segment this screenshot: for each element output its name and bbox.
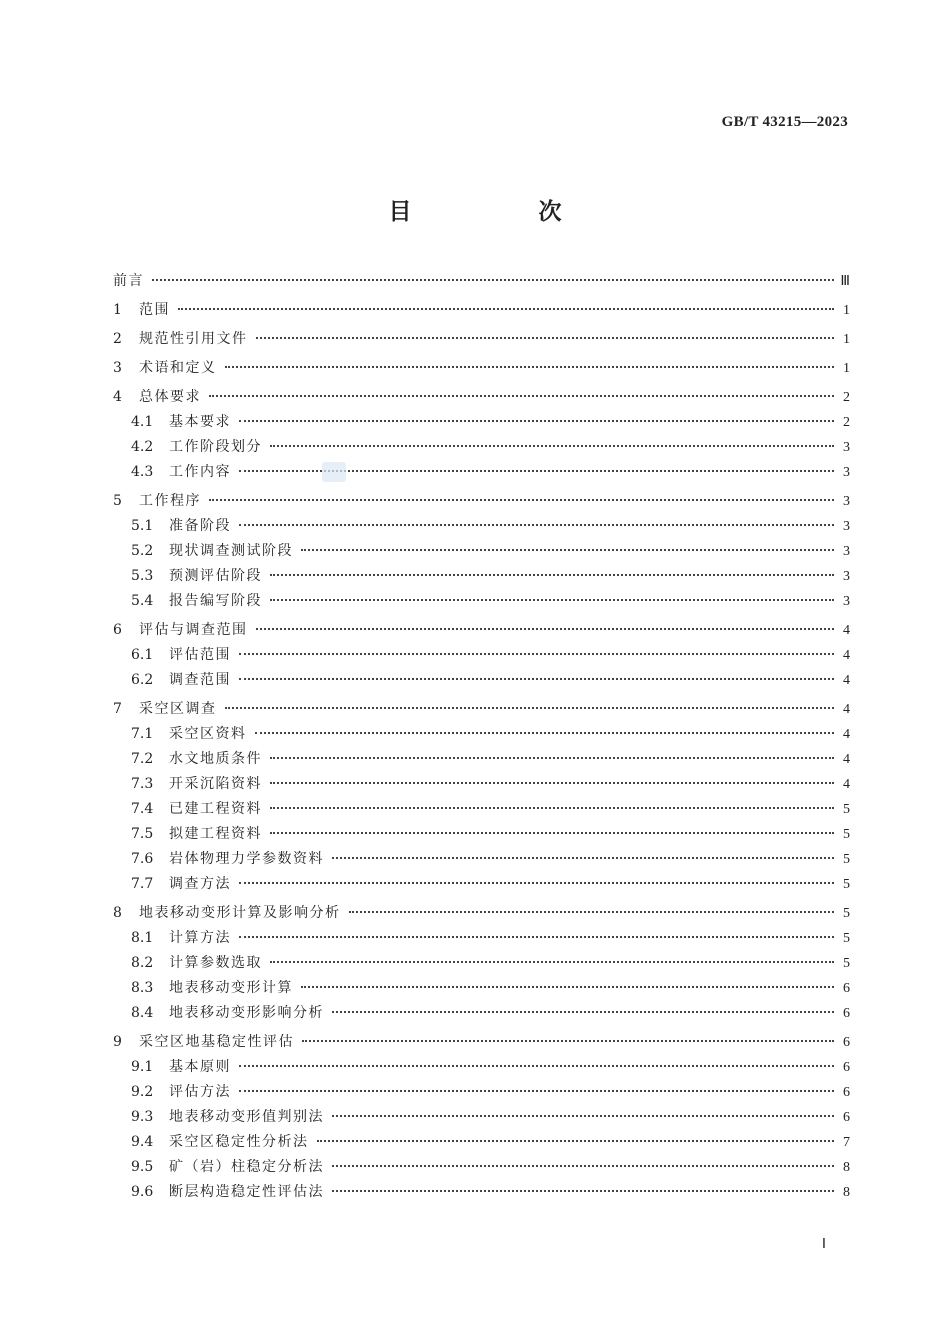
toc-entry-number: 7.2: [131, 751, 154, 767]
toc-entry[interactable]: [113, 773, 850, 798]
toc-dot-leader: [209, 394, 834, 397]
toc-dot-leader: [270, 781, 834, 784]
toc-entry-label: 水文地质条件: [169, 751, 262, 767]
toc-dot-leader: [256, 336, 835, 339]
toc-entry-page: 1: [843, 332, 850, 347]
toc-entry[interactable]: [113, 902, 850, 927]
toc-entry[interactable]: [113, 411, 850, 436]
toc-entry-page: 4: [843, 727, 850, 742]
toc-entry[interactable]: [113, 1031, 850, 1056]
toc-entry-label: 评估范围: [169, 647, 231, 663]
toc-entry-page: 6: [843, 1060, 850, 1075]
toc-entry-page: 8: [843, 1185, 850, 1200]
toc-entry-page: 3: [843, 440, 850, 455]
toc-entry-label: 采空区调查: [139, 701, 217, 717]
toc-dot-leader: [256, 627, 835, 630]
toc-entry-number: 4.2: [131, 439, 154, 455]
toc-entry[interactable]: [113, 1002, 850, 1027]
toc-entry[interactable]: [113, 490, 850, 515]
toc-dot-leader: [225, 365, 835, 368]
toc-entry-label: 岩体物理力学参数资料: [169, 851, 324, 867]
toc-entry-label: 范围: [139, 302, 170, 318]
toc-entry-page: 4: [843, 623, 850, 638]
toc-entry[interactable]: [113, 436, 850, 461]
toc-entry-page: 6: [843, 1110, 850, 1125]
toc-dot-leader: [270, 573, 834, 576]
toc-entry-label: 矿（岩）柱稳定分析法: [169, 1159, 324, 1175]
toc-entry-number: 9.1: [131, 1059, 154, 1075]
toc-dot-leader: [301, 985, 834, 988]
toc-entry-number: 7.1: [131, 726, 154, 742]
toc-entry-number: 7.4: [131, 801, 154, 817]
toc-entry-label: 基本原则: [169, 1059, 231, 1075]
toc-entry-page: 4: [843, 702, 850, 717]
toc-entry-label: 拟建工程资料: [169, 826, 262, 842]
toc-entry-label: 调查方法: [169, 876, 231, 892]
toc-entry-label: 采空区稳定性分析法: [169, 1134, 309, 1150]
toc-entry-number: 2: [113, 331, 122, 347]
toc-dot-leader: [239, 652, 834, 655]
toc-entry-label: 术语和定义: [139, 360, 217, 376]
toc-entry-page: 5: [843, 827, 850, 842]
toc-entry[interactable]: [113, 565, 850, 590]
toc-dot-leader: [332, 1114, 834, 1117]
toc-entry[interactable]: [113, 1156, 850, 1181]
toc-dot-leader: [239, 419, 834, 422]
toc-entry-number: 8.4: [131, 1005, 154, 1021]
toc-entry-number: 8.3: [131, 980, 154, 996]
toc-entry-label: 地表移动变形影响分析: [169, 1005, 324, 1021]
toc-entry-page: 3: [843, 519, 850, 534]
toc-entry[interactable]: [113, 619, 850, 644]
toc-entry-label: 断层构造稳定性评估法: [169, 1184, 324, 1200]
toc-entry[interactable]: [113, 299, 850, 324]
toc-entry-number: 9: [113, 1034, 122, 1050]
toc-entry-label: 采空区地基稳定性评估: [139, 1034, 294, 1050]
footer-page-number: Ⅰ: [821, 1237, 826, 1252]
toc-entry-label: 前言: [113, 273, 144, 289]
toc-entry[interactable]: [113, 669, 850, 694]
toc-entry-label: 地表移动变形值判别法: [169, 1109, 324, 1125]
toc-entry-number: 9.4: [131, 1134, 154, 1150]
toc-entry[interactable]: [113, 590, 850, 615]
toc-entry[interactable]: [113, 461, 850, 486]
toc-dot-leader: [239, 677, 834, 680]
toc-entry-number: 5.2: [131, 543, 154, 559]
toc-entry-label: 现状调查测试阶段: [169, 543, 293, 559]
toc-dot-leader: [332, 1164, 834, 1167]
toc-entry-page: Ⅲ: [840, 274, 850, 289]
toc-dot-leader: [270, 806, 834, 809]
toc-dot-leader: [332, 1189, 834, 1192]
toc-entry-number: 9.2: [131, 1084, 154, 1100]
toc-entry-page: 3: [843, 494, 850, 509]
toc-entry-number: 8.1: [131, 930, 154, 946]
toc-entry-label: 报告编写阶段: [169, 593, 262, 609]
toc-entry-page: 5: [843, 906, 850, 921]
toc-entry-number: 7.6: [131, 851, 154, 867]
toc-entry[interactable]: [113, 698, 850, 723]
toc-dot-leader: [239, 881, 834, 884]
toc-dot-leader: [209, 498, 834, 501]
toc-entry-label: 基本要求: [169, 414, 231, 430]
toc-entry[interactable]: [113, 823, 850, 848]
toc-entry[interactable]: [113, 644, 850, 669]
toc-entry-number: 4.1: [131, 414, 154, 430]
toc-entry-label: 计算参数选取: [169, 955, 262, 971]
toc-entry-label: 规范性引用文件: [139, 331, 248, 347]
toc-entry[interactable]: [113, 927, 850, 952]
toc-dot-leader: [349, 910, 835, 913]
toc-entry-label: 调查范围: [169, 672, 231, 688]
toc-entry-page: 2: [843, 415, 850, 430]
toc-entry[interactable]: [113, 848, 850, 873]
toc-entry-label: 采空区资料: [169, 726, 247, 742]
toc-entry-label: 工作内容: [169, 464, 231, 480]
toc-dot-leader: [270, 444, 834, 447]
toc-entry[interactable]: [113, 723, 850, 748]
toc-entry[interactable]: [113, 386, 850, 411]
toc-entry-number: 5.4: [131, 593, 154, 609]
toc-entry-page: 5: [843, 877, 850, 892]
toc-entry[interactable]: [113, 952, 850, 977]
toc-entry-number: 6.2: [131, 672, 154, 688]
toc-entry[interactable]: [113, 873, 850, 898]
toc-entry[interactable]: [113, 1131, 850, 1156]
toc-dot-leader: [270, 598, 834, 601]
toc-dot-leader: [302, 1039, 834, 1042]
toc-entry-number: 8.2: [131, 955, 154, 971]
toc-entry-page: 1: [843, 361, 850, 376]
toc-entry-number: 9.5: [131, 1159, 154, 1175]
toc-entry-number: 5.3: [131, 568, 154, 584]
toc-entry[interactable]: [113, 357, 850, 382]
toc-entry-page: 4: [843, 777, 850, 792]
toc-dot-leader: [270, 960, 834, 963]
toc-entry-page: 6: [843, 981, 850, 996]
toc-dot-leader: [225, 706, 835, 709]
toc-entry[interactable]: [113, 540, 850, 565]
toc-entry-page: 8: [843, 1160, 850, 1175]
toc-entry[interactable]: [113, 977, 850, 1002]
toc-entry-page: 1: [843, 303, 850, 318]
toc-title: 目 次: [388, 199, 614, 225]
toc-entry-label: 评估与调查范围: [139, 622, 248, 638]
toc-entry-number: 3: [113, 360, 122, 376]
toc-entry-number: 1: [113, 302, 122, 318]
toc-dot-leader: [332, 856, 834, 859]
toc-entry-number: 9.3: [131, 1109, 154, 1125]
document-number: GB/T 43215—2023: [721, 114, 848, 130]
toc-entry-label: 总体要求: [139, 389, 201, 405]
toc-entry-label: 地表移动变形计算: [169, 980, 293, 996]
toc-entry-page: 6: [843, 1085, 850, 1100]
toc-entry-label: 已建工程资料: [169, 801, 262, 817]
toc-dot-leader: [239, 935, 834, 938]
toc-entry[interactable]: [113, 1181, 850, 1206]
toc-dot-leader: [178, 307, 834, 310]
toc-entry-page: 5: [843, 956, 850, 971]
toc-entry-page: 3: [843, 465, 850, 480]
toc-dot-leader: [239, 1089, 834, 1092]
toc-dot-leader: [152, 278, 834, 281]
toc-entry-label: 地表移动变形计算及影响分析: [139, 905, 341, 921]
toc-dot-leader: [239, 523, 834, 526]
toc-entry-number: 9.6: [131, 1184, 154, 1200]
toc-entry-page: 4: [843, 752, 850, 767]
toc-entry-label: 计算方法: [169, 930, 231, 946]
toc-entry[interactable]: [113, 748, 850, 773]
toc-dot-leader: [270, 756, 834, 759]
toc-entry-page: 3: [843, 594, 850, 609]
watermark-logo: [322, 462, 346, 482]
toc-entry-page: 5: [843, 931, 850, 946]
toc-entry-page: 7: [843, 1135, 850, 1150]
toc-entry-page: 2: [843, 390, 850, 405]
toc-dot-leader: [317, 1139, 835, 1142]
toc-dot-leader: [255, 731, 835, 734]
toc-entry-number: 5.1: [131, 518, 154, 534]
toc-dot-leader: [332, 1010, 834, 1013]
toc-entry-number: 7.5: [131, 826, 154, 842]
toc-entry[interactable]: [113, 1081, 850, 1106]
toc-entry-label: 开采沉陷资料: [169, 776, 262, 792]
toc-entry-number: 4: [113, 389, 122, 405]
toc-entry-label: 评估方法: [169, 1084, 231, 1100]
toc-entry-number: 5: [113, 493, 122, 509]
toc-entry-page: 4: [843, 648, 850, 663]
toc-entry-label: 工作程序: [139, 493, 201, 509]
toc-entry[interactable]: [113, 515, 850, 540]
toc-entry-number: 6.1: [131, 647, 154, 663]
toc-entry-number: 7: [113, 701, 122, 717]
toc-dot-leader: [239, 1064, 834, 1067]
toc-entry-page: 3: [843, 544, 850, 559]
table-of-contents: [113, 270, 850, 1206]
toc-entry-page: 5: [843, 852, 850, 867]
toc-entry[interactable]: [113, 328, 850, 353]
toc-entry-number: 4.3: [131, 464, 154, 480]
toc-dot-leader: [301, 548, 834, 551]
toc-entry-label: 工作阶段划分: [169, 439, 262, 455]
toc-entry-label: 预测评估阶段: [169, 568, 262, 584]
toc-dot-leader: [270, 831, 834, 834]
toc-entry-page: 5: [843, 802, 850, 817]
toc-entry-label: 准备阶段: [169, 518, 231, 534]
toc-entry-number: 6: [113, 622, 122, 638]
toc-entry[interactable]: [113, 270, 850, 295]
toc-entry[interactable]: [113, 1056, 850, 1081]
toc-entry-number: 7.3: [131, 776, 154, 792]
toc-entry[interactable]: [113, 1106, 850, 1131]
toc-entry-page: 3: [843, 569, 850, 584]
toc-entry-number: 8: [113, 905, 122, 921]
toc-entry-page: 4: [843, 673, 850, 688]
toc-entry-page: 6: [843, 1006, 850, 1021]
toc-entry-page: 6: [843, 1035, 850, 1050]
toc-entry-number: 7.7: [131, 876, 154, 892]
toc-entry[interactable]: [113, 798, 850, 823]
